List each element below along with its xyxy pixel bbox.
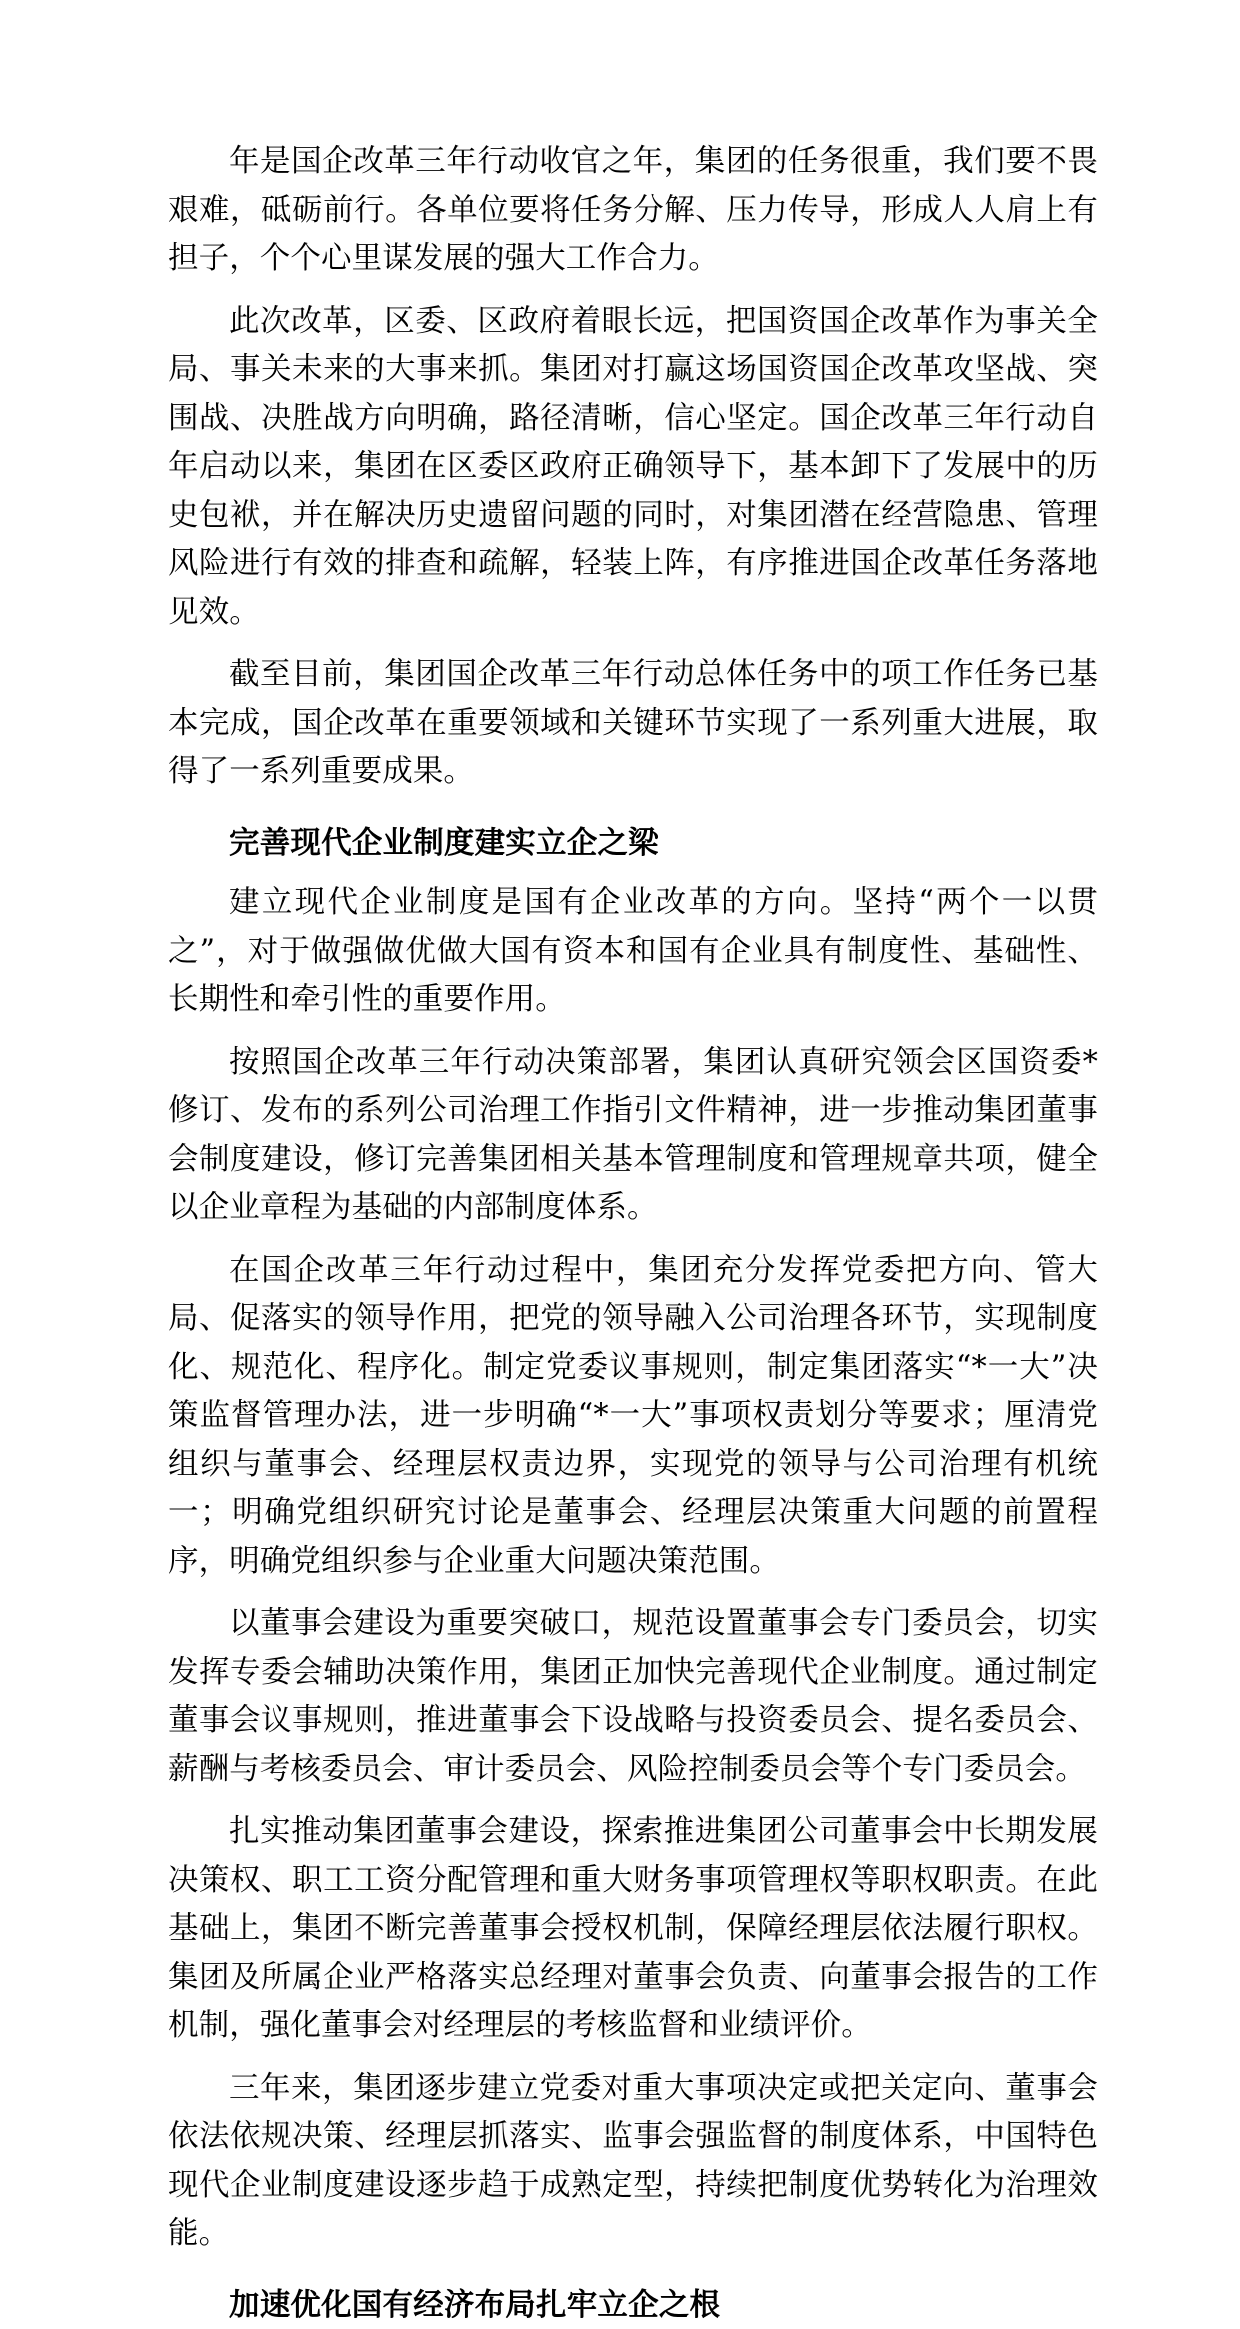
paragraph-spacer bbox=[168, 2051, 1098, 2065]
paragraph-spacer bbox=[168, 1794, 1098, 1808]
paragraph-9: 三年来，集团逐步建立党委对重大事项决定或把关定向、董事会依法依规决策、经理层抓落实、监事会强监督的制度体系，中国特色现代企业制度建设逐步趋于成熟定型，持续把制度优势转化为治理效能。 bbox=[168, 2065, 1098, 2259]
paragraph-1: 年是国企改革三年行动收官之年，集团的任务很重，我们要不畏艰难，砥砺前行。各单位要将任务分解、压力传导，形成人人肩上有担子，个个心里谋发展的强大工作合力。 bbox=[168, 138, 1098, 284]
paragraph-spacer bbox=[168, 1233, 1098, 1247]
paragraph-spacer bbox=[168, 284, 1098, 298]
document-body bbox=[168, 138, 1098, 2329]
paragraph-7: 以董事会建设为重要突破口，规范设置董事会专门委员会，切实发挥专委会辅助决策作用，集团正加快完善现代企业制度。通过制定董事会议事规则，推进董事会下设战略与投资委员会、提名委员会、薪酬与考核委员会、审计委员会、风险控制委员会等个专门委员会。 bbox=[168, 1600, 1098, 1794]
paragraph-spacer bbox=[168, 637, 1098, 651]
paragraph-2: 此次改革，区委、区政府着眼长远，把国资国企改革作为事关全局、事关未来的大事来抓。集团对打赢这场国资国企改革攻坚战、突围战、决胜战方向明确，路径清晰，信心坚定。国企改革三年行动自年启动以来，集团在区委区政府正确领导下，基本卸下了发展中的历史包袱，并在解决历史遗留问题的同时，对集团潜在经营隐患、管理风险进行有效的排查和疏解，轻装上阵，有序推进国企改革任务落地见效。 bbox=[168, 298, 1098, 638]
heading-spacer bbox=[168, 797, 1098, 819]
paragraph-6: 在国企改革三年行动过程中，集团充分发挥党委把方向、管大局、促落实的领导作用，把党的领导融入公司治理各环节，实现制度化、规范化、程序化。制定党委议事规则，制定集团落实“*一大”决策监督管理办法，进一步明确“*一大”事项权责划分等要求；厘清党组织与董事会、经理层权责边界，实现党的领导与公司治理有机统一；明确党组织研究讨论是董事会、经理层决策重大问题的前置程序，明确党组织参与企业重大问题决策范围。 bbox=[168, 1247, 1098, 1587]
section-heading-2: 加速优化国有经济布局扎牢立企之根 bbox=[168, 2281, 1098, 2329]
paragraph-3: 截至目前，集团国企改革三年行动总体任务中的项工作任务已基本完成，国企改革在重要领域和关键环节实现了一系列重大进展，取得了一系列重要成果。 bbox=[168, 651, 1098, 797]
paragraph-8: 扎实推动集团董事会建设，探索推进集团公司董事会中长期发展决策权、职工工资分配管理和重大财务事项管理权等职权职责。在此基础上，集团不断完善董事会授权机制，保障经理层依法履行职权。集团及所属企业严格落实总经理对董事会负责、向董事会报告的工作机制，强化董事会对经理层的考核监督和业绩评价。 bbox=[168, 1808, 1098, 2051]
heading-spacer bbox=[168, 867, 1098, 879]
paragraph-5: 按照国企改革三年行动决策部署，集团认真研究领会区国资委*修订、发布的系列公司治理工作指引文件精神，进一步推动集团董事会制度建设，修订完善集团相关基本管理制度和管理规章共项，健全以企业章程为基础的内部制度体系。 bbox=[168, 1039, 1098, 1233]
paragraph-spacer bbox=[168, 1586, 1098, 1600]
paragraph-4: 建立现代企业制度是国有企业改革的方向。坚持“两个一以贯之”，对于做强做优做大国有资本和国有企业具有制度性、基础性、长期性和牵引性的重要作用。 bbox=[168, 879, 1098, 1025]
section-heading-1: 完善现代企业制度建实立企之梁 bbox=[168, 819, 1098, 868]
heading-spacer bbox=[168, 2259, 1098, 2281]
paragraph-spacer bbox=[168, 1025, 1098, 1039]
